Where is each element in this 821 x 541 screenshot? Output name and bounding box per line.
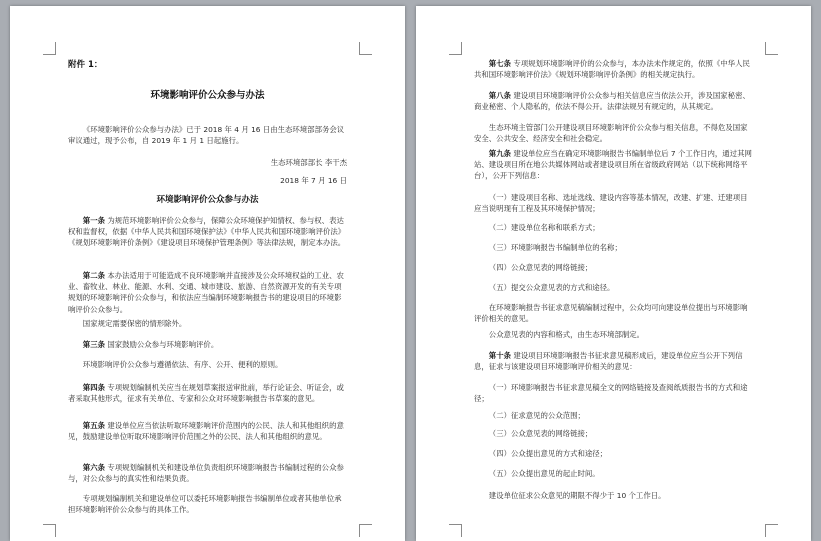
article-text: 环境影响评价公众参与遵循依法、有序、公开、便利的原则。	[82, 360, 283, 369]
article-paragraph	[474, 122, 753, 144]
document-page-right	[416, 6, 811, 541]
article-text: 专项规划环境影响评价的公众参与，本办法未作规定的，依照《中华人民共和国环境影响评价法》《规划环境影响评价条例》的相关规定执行。	[474, 59, 750, 80]
article-text: 生态环境主管部门公开建设项目环境影响评价公众参与相关信息，不得危及国家安全、公共安全、经济安全和社会稳定。	[474, 123, 748, 144]
document-title: 环境影响评价公众参与办法	[150, 90, 265, 101]
article-paragraph	[474, 222, 753, 233]
article-text: （五）公众提出意见的起止时间。	[488, 469, 600, 478]
article-paragraph	[474, 490, 753, 501]
margin-corner-mark	[449, 42, 462, 55]
article-text: 国家规定需要保密的情形除外。	[82, 319, 187, 328]
margin-corner-mark	[765, 42, 778, 55]
article-text: 建设单位应当依法听取环境影响评价范围内的公民、法人和其他组织的意见，鼓励建设单位听取环境影响评价范围之外的公民、法人和其他组织的意见。	[68, 421, 344, 442]
article-paragraph	[68, 318, 347, 329]
article-paragraph	[474, 242, 753, 253]
signer-line: 生态环境部部长 李干杰	[270, 158, 347, 167]
article-paragraph	[474, 148, 753, 182]
article-paragraph	[474, 410, 753, 421]
article-label: 第一条	[82, 216, 105, 225]
article-text: 为规范环境影响评价公众参与，保障公众环境保护知情权、参与权、表达权和监督权，依据《中华人民共和国环境保护法》《中华人民共和国环境影响评价法》《规划环境影响评价条例》《建设项目环境保护管理条例》等法律法规，制定本办法。	[68, 216, 346, 248]
article-label: 第八条	[488, 91, 511, 100]
article-text: 建设项目环境影响报告书征求意见稿形成后，建设单位应当公开下列信息，征求与该建设项目环境影响评价相关的意见：	[474, 351, 743, 372]
date-line: 2018 年 7 月 16 日	[280, 176, 347, 185]
article-paragraph	[474, 329, 753, 340]
article-paragraph	[68, 493, 347, 515]
article-paragraph	[474, 90, 753, 112]
article-paragraph	[474, 192, 753, 214]
article-text: （二）建设单位名称和联系方式；	[488, 223, 600, 232]
article-text: 公众意见表的内容和格式，由生态环境部制定。	[488, 330, 645, 339]
article-text: 本办法适用于可能造成不良环境影响并直接涉及公众环境权益的工业、农业、畜牧业、林业、能源、水利、交通、城市建设、旅游、自然资源开发的有关专项规划的环境影响评价公众参与，和依法应当编制环境影响报告书的建设项目的环境影响评价公众参与。	[68, 271, 344, 314]
article-label: 第七条	[488, 59, 511, 68]
margin-corner-mark	[359, 524, 372, 537]
annex-label: 附件 1：	[68, 60, 103, 70]
article-text: （一）环境影响报告书征求意见稿全文的网络链接及查阅纸质报告书的方式和途径；	[474, 383, 748, 404]
article-label: 第十条	[488, 351, 511, 360]
article-paragraph	[474, 382, 753, 404]
article-paragraph	[474, 448, 753, 459]
article-paragraph	[68, 359, 347, 370]
article-text: （二）征求意见的公众范围；	[488, 411, 585, 420]
article-label: 第六条	[82, 463, 105, 472]
article-paragraph	[68, 215, 347, 249]
article-paragraph	[68, 420, 347, 442]
margin-corner-mark	[43, 42, 56, 55]
article-text: 建设单位征求公众意见的期限不得少于 10 个工作日。	[488, 491, 666, 500]
margin-corner-mark	[449, 524, 462, 537]
article-text: 专项规划编制机关和建设单位负责组织环境影响报告书编制过程的公众参与，对公众参与的真实性和结果负责。	[68, 463, 344, 484]
article-label: 第九条	[488, 149, 511, 158]
article-paragraph	[68, 270, 347, 315]
article-paragraph	[474, 468, 753, 479]
article-paragraph	[474, 282, 753, 293]
article-text: 在环境影响报告书征求意见稿编制过程中，公众均可向建设单位提出与环境影响评价相关的意见。	[474, 303, 748, 324]
article-text: （三）公众意见表的网络链接；	[488, 429, 593, 438]
article-label: 第五条	[82, 421, 105, 430]
section-title: 环境影响评价公众参与办法	[156, 195, 259, 205]
article-text: 国家鼓励公众参与环境影响评价。	[107, 340, 219, 349]
article-paragraph	[474, 262, 753, 273]
article-text: 建设项目环境影响评价公众参与相关信息应当依法公开，涉及国家秘密、商业秘密、个人隐私的，依法不得公开。法律法规另有规定的，从其规定。	[474, 91, 750, 112]
page-body[interactable]	[68, 6, 347, 541]
page-body[interactable]	[474, 6, 753, 541]
intro-paragraph: 《环境影响评价公众参与办法》已于 2018 年 4 月 16 日由生态环境部部务会议审议通过，现予公布，自 2019 年 1 月 1 日起施行。	[68, 125, 345, 146]
article-paragraph	[68, 339, 347, 350]
article-text: 专项规划编制机关应当在规划草案报送审批前，举行论证会、听证会，或者采取其他形式，征求有关单位、专家和公众对环境影响报告书草案的意见。	[68, 383, 344, 404]
article-text: （三）环境影响报告书编制单位的名称；	[488, 243, 622, 252]
article-paragraph	[68, 462, 347, 484]
article-paragraph	[474, 350, 753, 372]
article-paragraph	[474, 302, 753, 324]
article-paragraph	[68, 382, 347, 404]
article-text: （五）提交公众意见表的方式和途径。	[488, 283, 615, 292]
article-text: （四）公众意见表的网络链接；	[488, 263, 593, 272]
article-label: 第三条	[82, 340, 105, 349]
article-paragraph	[474, 58, 753, 80]
margin-corner-mark	[359, 42, 372, 55]
article-text: 建设单位应当在确定环境影响报告书编制单位后 7 个工作日内，通过其网站、建设项目所在地公共媒体网站或者建设项目所在省级政府网站（以下统称网络平台），公开下列信息：	[474, 149, 752, 181]
article-text: （四）公众提出意见的方式和途径；	[488, 449, 608, 458]
article-label: 第四条	[82, 383, 105, 392]
article-text: 专项规划编制机关和建设单位可以委托环境影响报告书编制单位或者其他单位承担环境影响评价公众参与的具体工作。	[68, 494, 342, 515]
document-page-left	[10, 6, 405, 541]
article-label: 第二条	[82, 271, 105, 280]
margin-corner-mark	[43, 524, 56, 537]
article-paragraph	[474, 428, 753, 439]
article-text: （一）建设项目名称、选址选线、建设内容等基本情况，改建、扩建、迁建项目应当说明现有工程及其环境保护情况；	[474, 193, 748, 214]
margin-corner-mark	[765, 524, 778, 537]
